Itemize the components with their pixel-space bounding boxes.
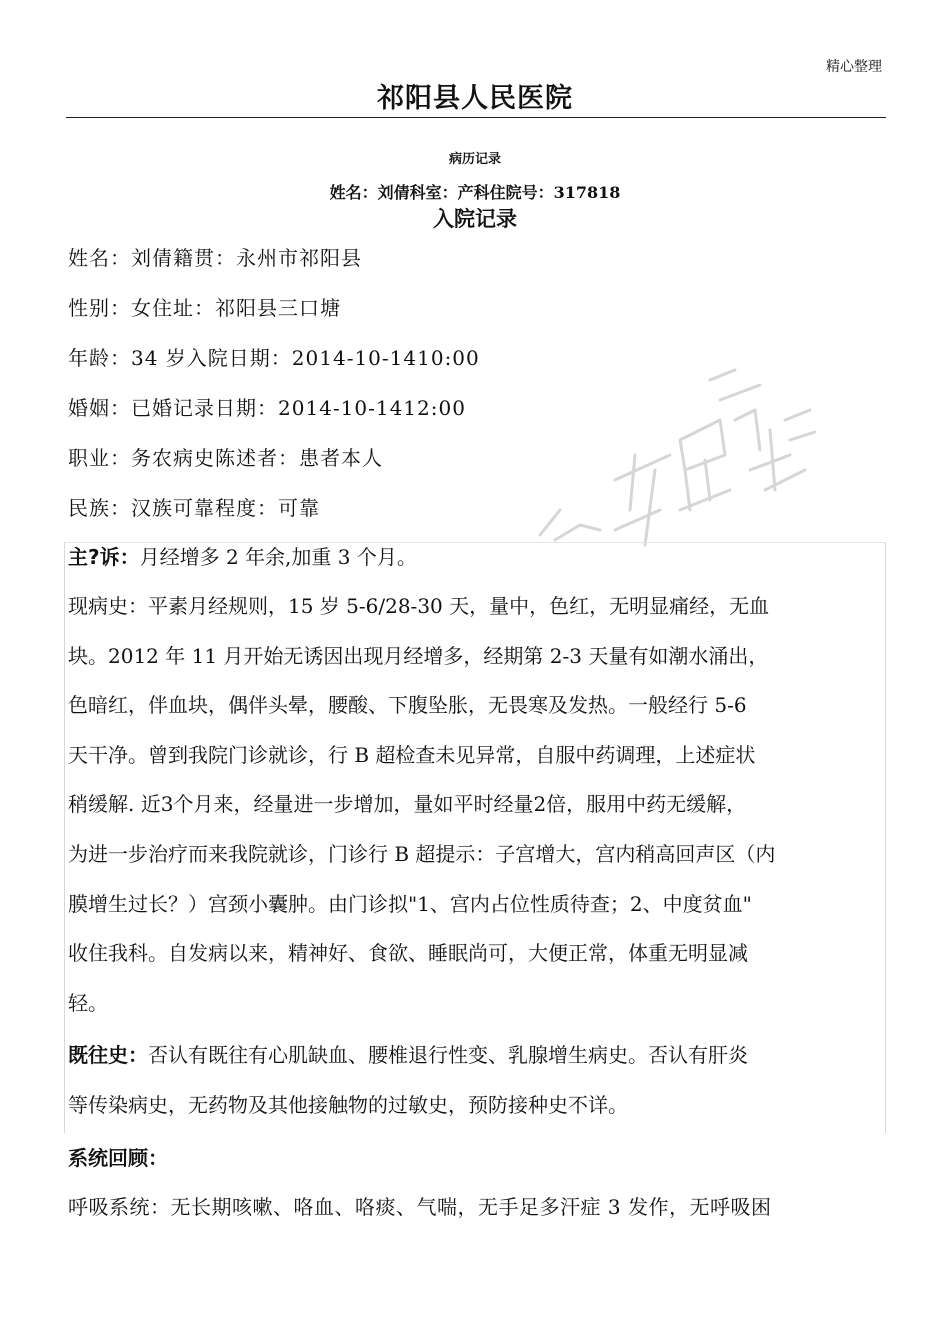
chief-complaint-label: 主?诉： <box>68 545 140 569</box>
record-title: 病历记录 <box>448 152 501 167</box>
present-illness-line: 现病史：平素月经规则，15 岁 5-6/28-30 天，量中，色红，无明显痛经，无血 <box>68 594 770 618</box>
patient-info-line: 性别：女住址：祁阳县三口塘 <box>68 296 341 320</box>
present-illness-line: 块。2012 年 11 月开始无诱因出现月经增多，经期第 2-3 天量有如潮水涌出， <box>68 643 769 668</box>
present-illness-line: 色暗红，伴血块，偶伴头晕，腰酸、下腹坠胀，无畏寒及发热。一般经行 5-6 <box>68 693 747 718</box>
system-review-title: 系统回顾： <box>68 1146 168 1170</box>
chief-complaint <box>68 533 882 583</box>
respiratory-line: 呼吸系统：无长期咳嗽、咯血、咯痰、气喘，无手足多汗症 3 发作，无呼吸困 <box>68 1195 772 1219</box>
present-illness-line: 轻。 <box>68 990 108 1015</box>
present-illness-line: 稍缓解. 近3个月来，经量进一步增加，量如平时经量2倍，服用中药无缓解， <box>68 792 747 817</box>
present-illness-line: 为进一步治疗而来我院就诊，门诊行 B 超提示：子宫增大，宫内稍高回声区（内 <box>68 841 776 866</box>
watermark-logo <box>520 360 830 560</box>
chief-complaint-text: 月经增多 2 年余,加重 3 个月。 <box>139 545 417 569</box>
admission-title: 入院记录 <box>433 206 517 231</box>
patient-info-line: 职业：务农病史陈述者：患者本人 <box>68 446 383 470</box>
patient-line: 姓名：刘倩科室：产科住院号：317818 <box>329 183 621 202</box>
patient-info-line: 民族：汉族可靠程度：可靠 <box>68 496 320 520</box>
past-history-text: 否认有既往有心肌缺血、腰椎退行性变、乳腺增生病史。否认有肝炎 <box>148 1043 748 1067</box>
present-illness-line: 天干净。曾到我院门诊就诊，行 B 超检查未见异常，自服中药调理，上述症状 <box>68 742 756 767</box>
past-history-label: 既往史： <box>68 1043 148 1067</box>
present-illness-line: 收住我科。自发病以来，精神好、食欲、睡眠尚可，大便正常，体重无明显减 <box>68 941 748 966</box>
patient-info-line: 年龄：34 岁入院日期：2014-10-1410:00 <box>68 346 480 370</box>
patient-info-line: 婚姻：已婚记录日期：2014-10-1412:00 <box>68 396 466 420</box>
patient-info-line: 姓名：刘倩籍贯：永州市祁阳县 <box>68 246 362 270</box>
past-history-line: 等传染病史，无药物及其他接触物的过敏史，预防接种史不详。 <box>68 1092 628 1117</box>
past-history <box>68 1031 882 1130</box>
header-rule <box>66 117 886 118</box>
present-illness <box>68 582 882 1028</box>
corner-note: 精心整理 <box>826 59 882 75</box>
present-illness-line: 膜增生过长？）宫颈小囊肿。由门诊拟"1、宫内占位性质待查；2、中度贫血" <box>68 891 752 916</box>
hospital-name: 祁阳县人民医院 <box>377 83 573 114</box>
